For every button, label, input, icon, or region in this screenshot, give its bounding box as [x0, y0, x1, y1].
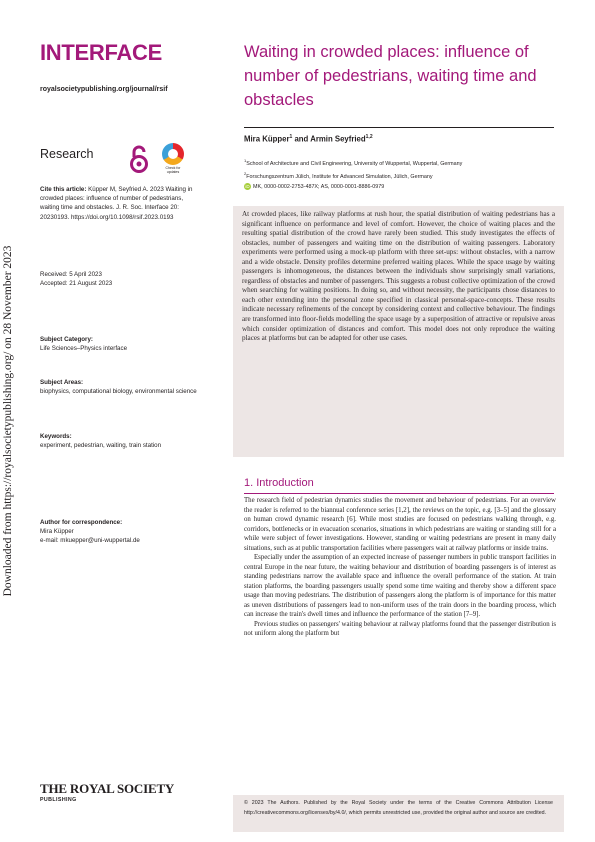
keywords-label: Keywords:	[40, 433, 72, 440]
author-affiliation-mark: 1,2	[365, 134, 373, 140]
subject-areas-value: biophysics, computational biology, environmental science	[40, 388, 197, 396]
orcid-ids[interactable]: MK, 0000-0002-2753-487X; AS, 0000-0001-8886-0979	[253, 183, 385, 190]
check-for-updates-label: Check for updates	[165, 166, 181, 174]
keywords-block	[40, 432, 200, 450]
open-access-icon	[128, 144, 150, 174]
download-stamp-text: Downloaded from https://royalsocietypublishing.org/ on 28 November 2023	[2, 245, 14, 597]
orcid-icon[interactable]: iD	[245, 184, 250, 189]
publisher-name: THE ROYAL SOCIETY	[40, 781, 175, 796]
correspondence-name: Mira Küpper	[40, 528, 74, 536]
author-affiliation-mark: 1	[289, 134, 293, 140]
journal-name: INTERFACE	[40, 40, 162, 65]
accepted-date: Accepted: 21 August 2023	[40, 280, 113, 288]
download-stamp	[0, 0, 16, 842]
title-divider	[244, 127, 554, 128]
body-paragraph: Especially under the assumption of an expected increase of passenger numbers in public transport facilities in central Europe in the near future, the waiting behaviour and distribution of boarding passengers is of interest as standing pedestrians narrow the available space and influence the overall performance of the station. At train station platforms, the boarding passengers usually spend some time waiting and thereby show a different space usage than moving pedestrians. The distribution of passengers along the platform is of importance for this matter as uneven distributions of passengers lead to non-uniform uses of the train doors in the boarding process, which can increase the train's dwell times and influence the performance of the station [7–9].	[244, 554, 556, 619]
subject-areas-label: Subject Areas:	[40, 379, 84, 386]
section-heading-introduction: 1. Introduction	[244, 477, 314, 489]
subject-category-block	[40, 335, 200, 353]
author-name[interactable]: Mira Küpper	[244, 134, 290, 144]
dates-block	[40, 270, 200, 288]
article-section-label: Research	[40, 147, 94, 161]
introduction-body	[244, 496, 556, 639]
author-name[interactable]: Armin Seyfried	[310, 134, 366, 144]
body-paragraph: The research field of pedestrian dynamics studies the movement and behaviour of pedestrians. For an overview the reader is referred to the biannual conference series [1,2], the reviews on the topic, e.g. [3–5] and the glossary on human crowd dynamic research [6]. While most studies are focused on pedestrians walking through, e.g. corridors, bottlenecks or in evacuation scenarios, situations in which pedestrians are waiting or standing still for a while were subject of fewer investigations. However, standing or waiting pedestrians are present in many daily situations, such as at public transportation facilities where passengers wait at railway platforms or inside trains.	[244, 497, 556, 552]
publisher-subtitle: PUBLISHING	[40, 797, 77, 803]
affiliation-item: $^1$School of Architecture and Civil Engineering, University of Wuppertal, Wuppertal, Germany	[244, 158, 463, 167]
check-for-updates-badge[interactable]	[160, 143, 186, 175]
correspondence-email[interactable]: e-mail: mkuepper@uni-wuppertal.de	[40, 537, 140, 545]
body-paragraph: Previous studies on passengers' waiting behaviour at railway platforms found that the passenger distribution is not uniform along the platform but	[244, 620, 556, 638]
author-list	[244, 134, 373, 144]
affiliation-item: $^2$Forschungszentrum Jülich, Institute for Advanced Simulation, Jülich, Germany	[244, 171, 433, 181]
check-for-updates-icon	[162, 143, 184, 165]
citation-block	[40, 185, 200, 222]
citation-label: Cite this article:	[40, 186, 87, 193]
license-box: © 2023 The Authors. Published by the Royal Society under the terms of the Creative Commons Attribution License http://creativecommons.org/licenses/by/4.0/, which permits unrestricted use, provided the original author and source are credited.	[233, 795, 564, 832]
correspondence-block	[40, 518, 210, 546]
article-title: Waiting in crowded places: influence of number of pedestrians, waiting time and obstacles	[244, 43, 537, 109]
abstract-box: At crowded places, like railway platforms at rush hour, the spatial distribution of waiting pedestrians has a significant influence on performance and level of comfort. However, the choice of waiting places and the resulting spatial distribution of the crowd have rarely been studied. This study investigates the effects of obstacles, number of passengers and waiting time on the distribution of waiting passengers. Laboratory experiments were performed using a mock-up platform with three set-ups: without obstacles, with a narrow and a wide obstacle. Density profiles determine preferred waiting places. While the space usage by waiting passengers is inhomogeneous, the distances between the individuals show surprisingly small variations, regardless of obstacles and number of passengers. This suggests a robust collective optimization of the crowd when searching for waiting positions. In doing so, and without necessity, the participants chose distances to each other extending into the personal zone specified in classical personal-space-concepts. These results indicate necessary refinements of the concept by considering context and collective behaviour. The findings are transformed into floor-fields modelling the space usage by a superposition of attractive or repulsive areas which consider optimization of distances and comfort. This model does not only reproduce the waiting places at platforms but can be adapted for other use cases.	[233, 206, 564, 457]
affiliation-list	[244, 156, 564, 183]
subject-category-value: Life Sciences–Physics interface	[40, 345, 128, 353]
keywords-value: experiment, pedestrian, waiting, train station	[40, 442, 162, 450]
orcid-line	[244, 183, 384, 190]
citation-text: Küpper M, Seyfried A. 2023 Waiting in crowded places: influence of number of pedestrians, waiting time and obstacles. J. R. Soc. Interface 20: 20230193. https://doi.org/10.1098/rsif.2023.0193	[40, 186, 193, 221]
journal-url-link[interactable]: royalsocietypublishing.org/journal/rsif	[40, 86, 168, 93]
subject-category-label: Subject Category:	[40, 336, 93, 343]
royal-society-logo	[40, 781, 174, 803]
subject-areas-block	[40, 378, 200, 396]
section-heading-divider	[244, 493, 554, 494]
author-conjunction: and	[292, 134, 311, 144]
correspondence-label: Author for correspondence:	[40, 519, 123, 526]
received-date: Received: 5 April 2023	[40, 271, 102, 278]
